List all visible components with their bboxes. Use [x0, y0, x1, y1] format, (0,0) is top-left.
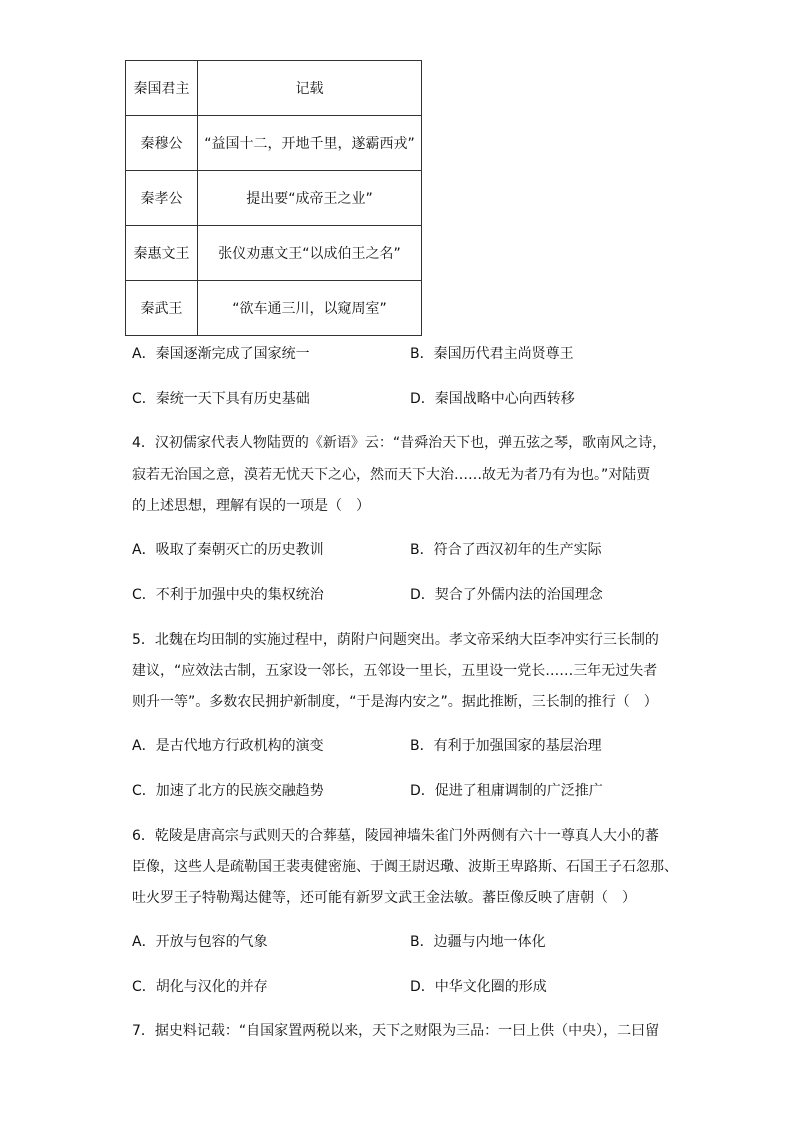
q4-option-a: A．吸取了秦朝灭亡的历史教训: [132, 542, 324, 558]
q4-option-c: C．不利于加强中央的集权统治: [132, 587, 324, 603]
table-header-cell: 秦国君主: [126, 61, 198, 116]
rulers-table: [125, 60, 422, 336]
q4-option-b: B．符合了西汉初年的生产实际: [410, 542, 602, 558]
table-row: [126, 116, 422, 171]
q5-option-a: A．是古代地方行政机构的演变: [132, 738, 324, 754]
table-header-cell: 记载: [198, 61, 422, 116]
q6-option-c: C．胡化与汉化的并存: [132, 979, 268, 995]
q5-stem-line: 建议，“应效法古制，五家设一邻长，五邻设一里长，五里设一党长……三年无过失者: [132, 663, 658, 679]
q4-stem-line: 的上述思想，理解有误的一项是（ ）: [132, 498, 370, 514]
table-header-row: [126, 61, 422, 116]
q3-option-c: C．秦统一天下具有历史基础: [132, 391, 310, 407]
q6-option-b: B．边疆与内地一体化: [410, 934, 546, 950]
q5-stem-line: 5．北魏在均田制的实施过程中，荫附户问题突出。孝文帝采纳大臣李冲实行三长制的: [132, 632, 659, 648]
table-cell-record: “益国十二，开地千里，遂霸西戎”: [198, 116, 422, 171]
table-cell-record: 张仪劝惠文王“以成伯王之名”: [198, 226, 422, 281]
q3-option-d: D．秦国战略中心向西转移: [410, 391, 575, 407]
q4-option-d: D．契合了外儒内法的治国理念: [410, 587, 603, 603]
q4-stem-line: 4．汉初儒家代表人物陆贾的《新语》云：“昔舜治天下也，弹五弦之琴，歌南风之诗，: [132, 435, 667, 451]
q5-option-d: D．促进了租庸调制的广泛推广: [410, 783, 603, 799]
q5-option-b: B．有利于加强国家的基层治理: [410, 738, 602, 754]
table-cell-ruler: 秦穆公: [126, 116, 198, 171]
table-cell-record: “欲车通三川，以窥周室”: [198, 281, 422, 336]
q6-option-a: A．开放与包容的气象: [132, 934, 268, 950]
q5-stem-line: 则升一等”。多数农民拥护新制度，“于是海内安之”。据此推断，三长制的推行（ ）: [132, 694, 658, 710]
table-row: [126, 171, 422, 226]
q6-stem-line: 臣像，这些人是疏勒国王裴夷健密施、于阗王尉迟璥、波斯王卑路斯、石国王子石忽那、: [132, 859, 678, 875]
table-row: [126, 281, 422, 336]
table-cell-ruler: 秦孝公: [126, 171, 198, 226]
table-cell-ruler: 秦武王: [126, 281, 198, 336]
q6-stem-line: 吐火罗王子特勒羯达健等，还可能有新罗文武王金法敏。蕃臣像反映了唐朝（ ）: [132, 890, 636, 906]
q3-option-b: B．秦国历代君主尚贤尊王: [410, 346, 574, 362]
table-cell-ruler: 秦惠文王: [126, 226, 198, 281]
q7-stem-line: 7．据史料记载：“自国家置两税以来，天下之财限为三品：一曰上供（中央），二曰留: [132, 1023, 660, 1039]
q6-stem-line: 6．乾陵是唐高宗与武则天的合葬墓，陵园神墙朱雀门外两侧有六十一尊真人大小的蕃: [132, 828, 659, 844]
q3-option-a: A．秦国逐渐完成了国家统一: [132, 346, 310, 362]
q4-stem-line: 寂若无治国之意，漠若无忧天下之心，然而天下大治……故无为者乃有为也。”对陆贾: [132, 467, 651, 483]
q5-option-c: C．加速了北方的民族交融趋势: [132, 783, 324, 799]
q6-option-d: D．中华文化圈的形成: [410, 979, 547, 995]
table-cell-record: 提出要“成帝王之业”: [198, 171, 422, 226]
table-row: [126, 226, 422, 281]
